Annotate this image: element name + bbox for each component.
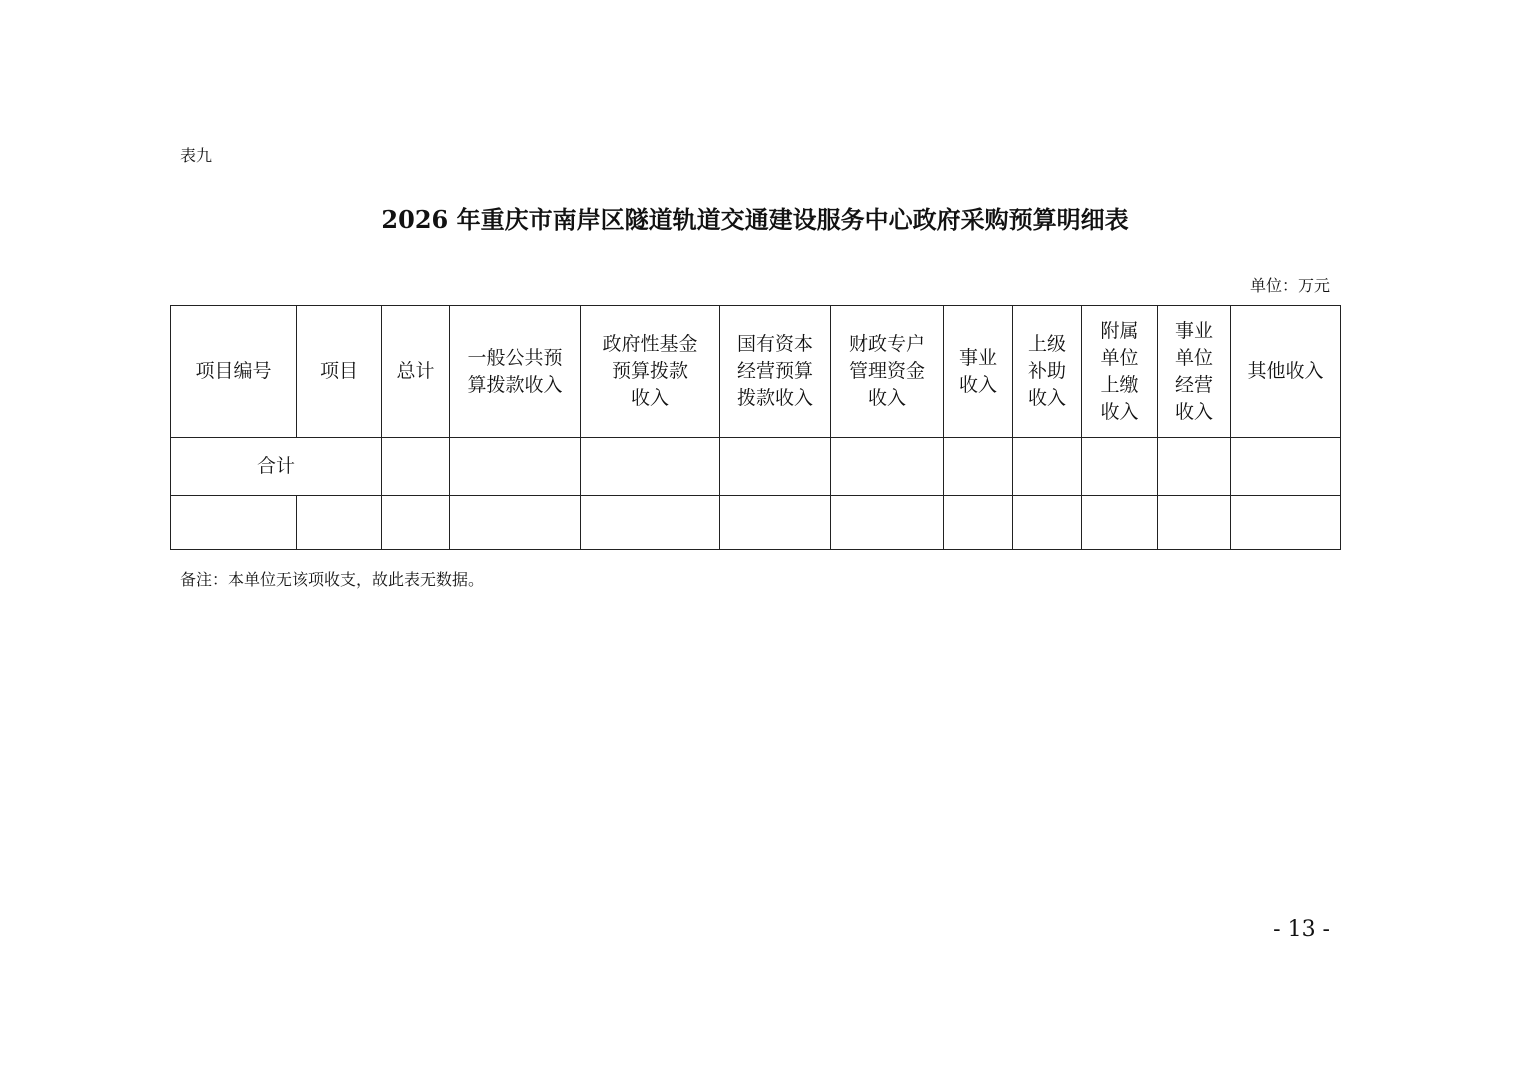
unit-label: 单位：万元 xyxy=(1249,276,1330,295)
header-government-fund-budget: 政府性基金 预算拨款 收入 xyxy=(581,306,720,438)
table-cell xyxy=(720,438,831,496)
header-other-income: 其他收入 xyxy=(1231,306,1341,438)
table-cell xyxy=(831,438,944,496)
header-affiliated-unit-income: 附属 单位 上缴 收入 xyxy=(1082,306,1158,438)
header-project: 项目 xyxy=(297,306,382,438)
table-cell xyxy=(1082,496,1158,550)
table-number-label: 表九 xyxy=(180,146,213,165)
table-cell xyxy=(1013,496,1082,550)
table-cell xyxy=(382,496,450,550)
table-cell xyxy=(450,496,581,550)
table-cell xyxy=(581,438,720,496)
document-title: 2026 年重庆市南岸区隧道轨道交通建设服务中心政府采购预算明细表 xyxy=(381,205,1129,234)
table-cell xyxy=(450,438,581,496)
table-cell xyxy=(831,496,944,550)
header-special-account-funds: 财政专户 管理资金 收入 xyxy=(831,306,944,438)
page-number: - 13 - xyxy=(1273,917,1330,942)
header-project-code: 项目编号 xyxy=(171,306,297,438)
table-cell xyxy=(382,438,450,496)
header-operating-income: 事业 单位 经营 收入 xyxy=(1158,306,1231,438)
total-label-cell: 合计 xyxy=(171,438,382,496)
table-cell xyxy=(1158,496,1231,550)
table-row xyxy=(171,496,1341,550)
table-cell xyxy=(944,496,1013,550)
table-cell xyxy=(1013,438,1082,496)
procurement-budget-table xyxy=(170,305,1341,550)
table-cell xyxy=(581,496,720,550)
table-cell xyxy=(720,496,831,550)
table-header-row xyxy=(171,306,1341,438)
table-cell xyxy=(171,496,297,550)
table-note: 备注：本单位无该项收支，故此表无数据。 xyxy=(180,570,485,589)
header-total: 总计 xyxy=(382,306,450,438)
header-superior-subsidy: 上级 补助 收入 xyxy=(1013,306,1082,438)
table-cell xyxy=(1231,496,1341,550)
table-total-row xyxy=(171,438,1341,496)
header-state-capital-budget: 国有资本 经营预算 拨款收入 xyxy=(720,306,831,438)
header-business-income: 事业 收入 xyxy=(944,306,1013,438)
table-cell xyxy=(297,496,382,550)
table-cell xyxy=(944,438,1013,496)
table-cell xyxy=(1082,438,1158,496)
table-cell xyxy=(1158,438,1231,496)
header-general-public-budget: 一般公共预 算拨款收入 xyxy=(450,306,581,438)
table-cell xyxy=(1231,438,1341,496)
